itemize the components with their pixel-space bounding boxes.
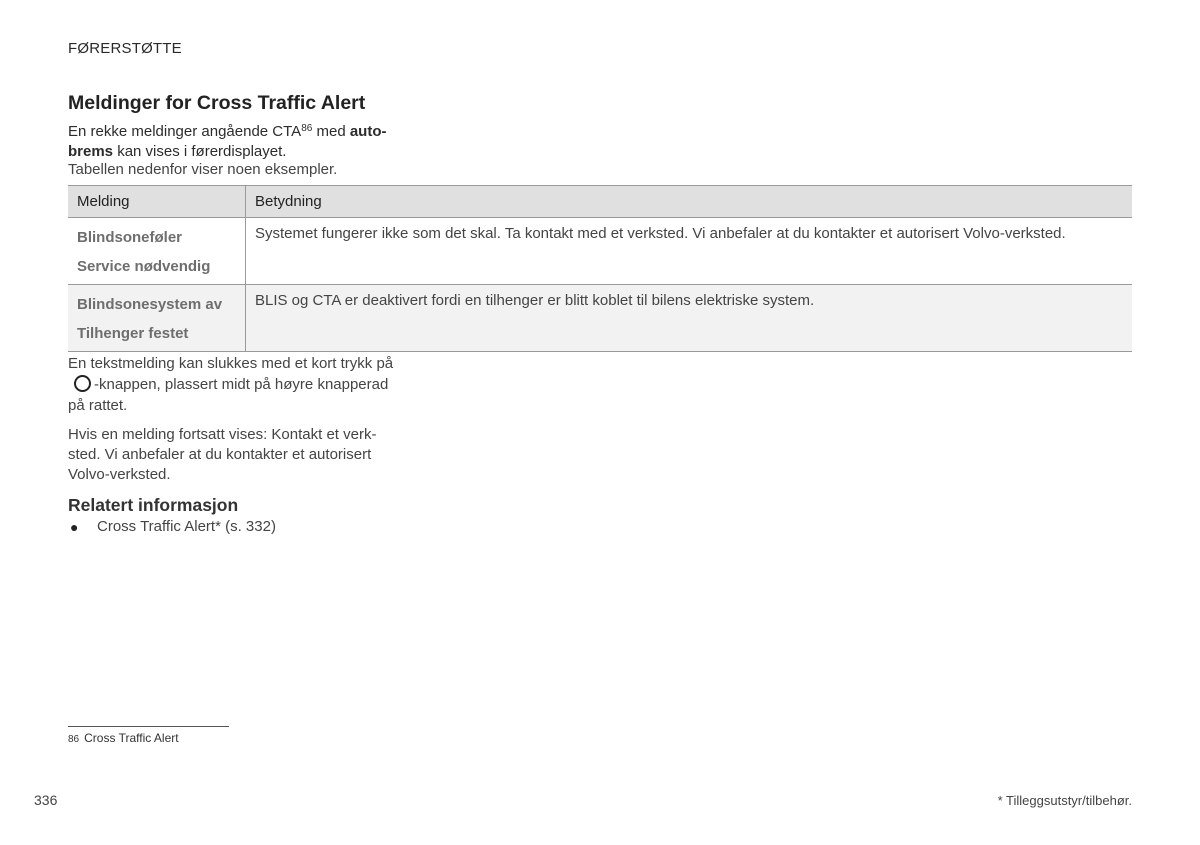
message-line: Service nødvendig [77,258,211,275]
persist-paragraph: Hvis en melding fortsatt vises: Kontakt et verksted. Vi anbefaler at du kontakter et autorisert Volvo-verksted. [68,426,377,483]
footnote [68,731,179,745]
footnote-ref[interactable]: 86 [301,123,313,134]
message-line: Blindsoneføler [77,229,183,246]
autobrake-link-part1[interactable]: auto- [349,123,387,140]
column-header-message: Melding [68,186,246,218]
circle-button-icon [74,375,91,392]
meaning-cell: Systemet fungerer ikke som det skal. Ta kontakt med et verksted. Vi anbefaler at du kontakter et autorisert Volvo-verksted. [246,218,1133,285]
footer-note: * Tilleggsutstyr/tilbehør. [997,793,1132,808]
meaning-cell: BLIS og CTA er deaktivert fordi en tilhenger er blitt koblet til bilens elektriske system. [246,285,1133,352]
dismiss-line-1: En tekstmelding kan slukkes med et kort trykk på [68,355,394,372]
table-row [68,285,1132,352]
related-info-title: Relatert informasjon [68,495,239,515]
message-cell [68,285,246,352]
footnote-number: 86 [68,734,80,745]
column-header-meaning: Betydning [246,186,1133,218]
related-link[interactable]: Cross Traffic Alert* (s. 332) [97,518,276,535]
table-row [68,218,1132,285]
page-number: 336 [34,792,58,808]
autobrake-link-part2[interactable]: brems [68,143,114,160]
bullet-icon: ● [70,519,79,535]
footnote-divider [68,726,229,727]
dismiss-line-3: på rattet. [68,397,128,414]
dismiss-paragraph [68,353,413,416]
page-title: Meldinger for Cross Traffic Alert [68,92,366,114]
table-header-row [68,186,1132,218]
message-line: Blindsonesystem av [77,296,223,313]
footnote-text: Cross Traffic Alert [84,731,179,745]
dismiss-line-2-text: -knappen, plassert midt på høyre knapperad [94,376,389,393]
message-table [68,185,1132,352]
message-cell [68,218,246,285]
message-line: Tilhenger festet [77,325,189,342]
dismiss-line-2 [68,374,413,395]
intro-paragraph [68,122,428,162]
table-intro: Tabellen nedenfor viser noen eksempler. [68,161,338,178]
intro-text-1: En rekke meldinger angående CTA [68,123,302,140]
intro-text-3: kan vises i førerdisplayet. [113,143,287,160]
list-item[interactable] [68,517,276,537]
related-info-list [68,517,276,537]
section-header: FØRERSTØTTE [68,40,182,57]
intro-text-2: med [312,123,350,140]
